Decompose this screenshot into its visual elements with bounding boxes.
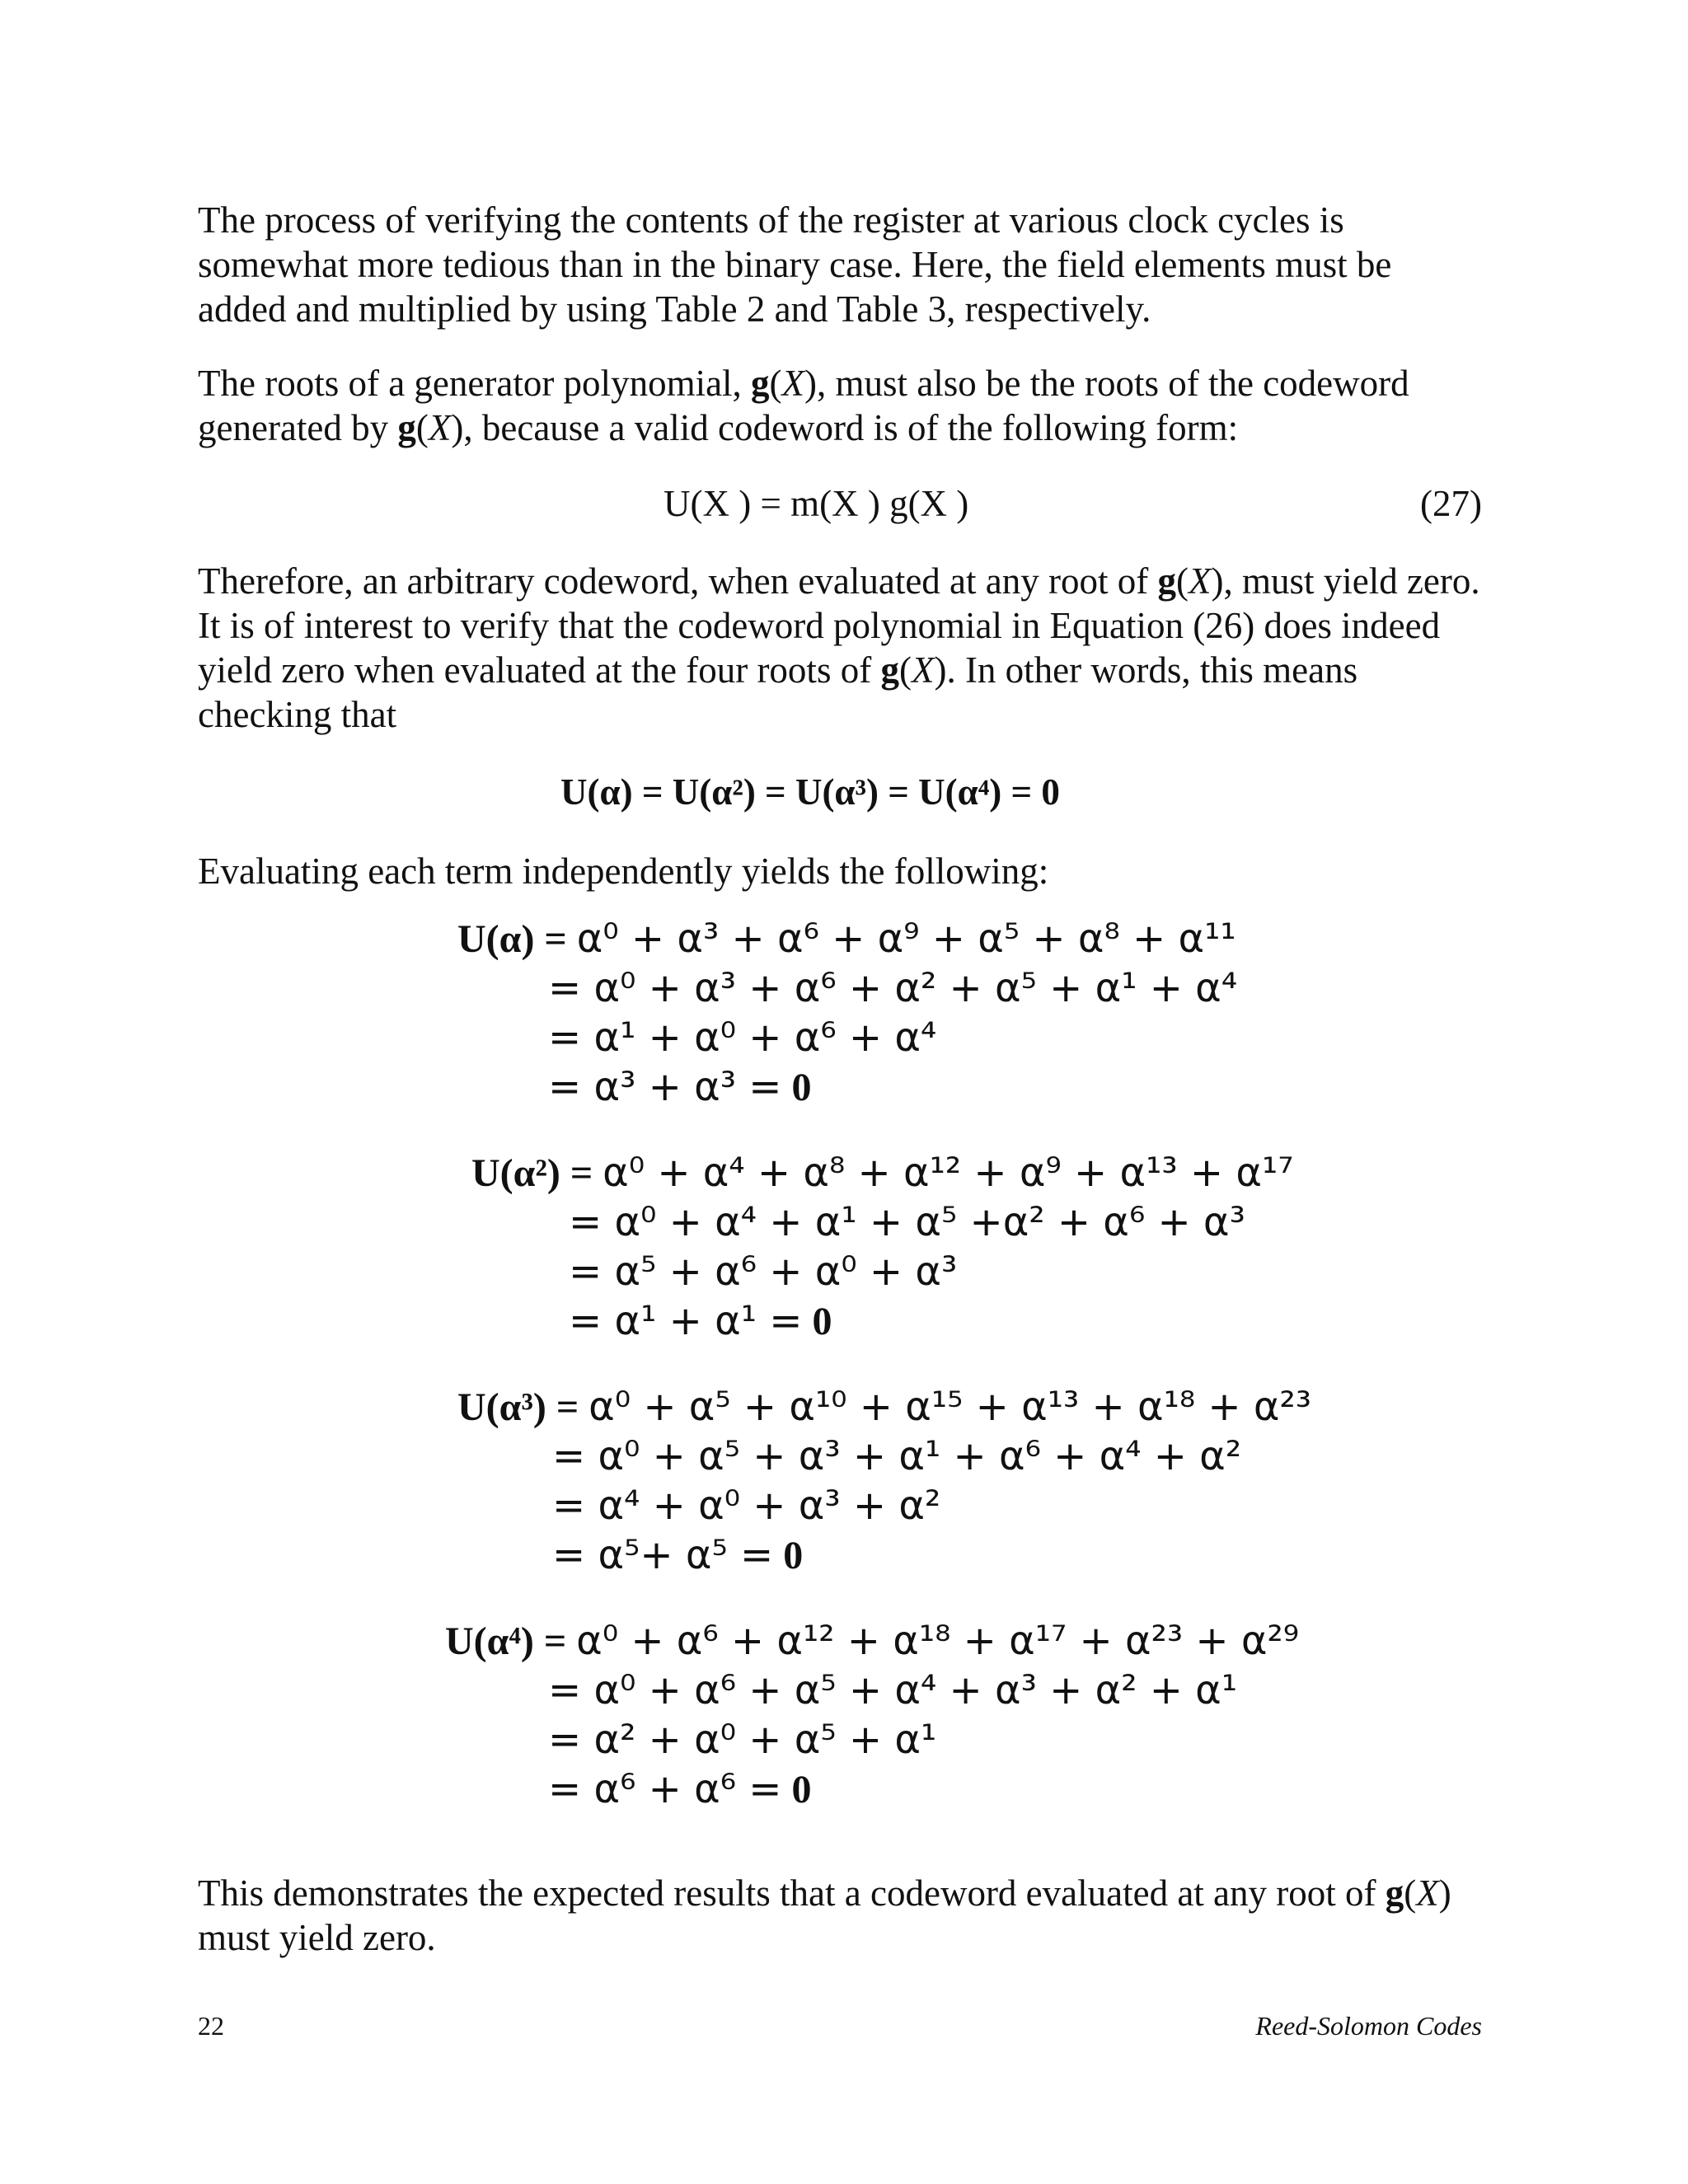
derivation-1-line-1: [457, 915, 1236, 963]
derivation-result-zero: 0: [773, 1534, 804, 1577]
derivation-expression: = α⁰ + α⁶ + α⁵ + α⁴ + α³ + α² + α¹: [548, 1667, 1238, 1713]
derivation-result-zero: 0: [781, 1768, 812, 1811]
paragraph-evaluating-terms: Evaluating each term independently yields the following:: [198, 851, 1049, 892]
derivation-expression: = α⁰ + α³ + α⁶ + α² + α⁵ + α¹ + α⁴: [548, 965, 1238, 1011]
derivation-2-line-2: [569, 1198, 1245, 1246]
derivation-expression: = α¹ + α¹ =: [569, 1298, 803, 1344]
derivation-3-line-3: [552, 1482, 940, 1530]
paragraph-generator-roots: The roots of a generator polynomial, g(X), must also be the roots of the codeword generated by g(X), because a valid codeword is of the following form:: [198, 363, 1409, 448]
derivation-2-line-3: [569, 1248, 957, 1296]
derivation-expression: = α⁴ + α⁰ + α³ + α²: [552, 1483, 941, 1529]
derivation-3-line-4: [552, 1531, 803, 1580]
derivation-result-zero: 0: [781, 1066, 812, 1109]
derivation-4-line-1: [445, 1617, 1299, 1666]
derivation-expression: α⁰ + α⁶ + α¹² + α¹⁸ + α¹⁷ + α²³ + α²⁹: [576, 1618, 1299, 1664]
derivation-lhs: U(α²) =: [471, 1151, 603, 1195]
derivation-expression: = α³ + α³ =: [548, 1064, 782, 1110]
derivation-lhs: U(α) =: [457, 917, 577, 961]
derivation-4-line-4: [548, 1765, 811, 1814]
paragraph-conclusion: This demonstrates the expected results that a codeword evaluated at any root of g(X) must yield zero.: [198, 1872, 1451, 1958]
derivation-expression: α⁰ + α⁵ + α¹⁰ + α¹⁵ + α¹³ + α¹⁸ + α²³: [588, 1384, 1311, 1430]
derivation-expression: = α⁵ + α⁶ + α⁰ + α³: [569, 1249, 958, 1295]
derivation-1-line-2: [548, 964, 1237, 1012]
derivation-expression: = α⁵+ α⁵ =: [552, 1532, 774, 1578]
derivation-2-line-1: [471, 1149, 1293, 1197]
derivation-expression: = α⁰ + α⁴ + α¹ + α⁵ +α² + α⁶ + α³: [569, 1199, 1245, 1245]
running-title: Reed-Solomon Codes: [1255, 2011, 1482, 2041]
derivation-lhs: U(α⁴) =: [445, 1619, 577, 1663]
derivation-expression: = α² + α⁰ + α⁵ + α¹: [548, 1717, 937, 1763]
equation-27: U(X ) = m(X ) g(X ): [663, 483, 969, 524]
derivation-expression: α⁰ + α³ + α⁶ + α⁹ + α⁵ + α⁸ + α¹¹: [576, 916, 1236, 962]
derivation-3-line-1: [457, 1383, 1311, 1432]
roots-check-equation: U(α) = U(α²) = U(α³) = U(α⁴) = 0: [560, 771, 1060, 813]
derivation-1-line-4: [548, 1063, 811, 1112]
derivation-3-line-2: [552, 1432, 1241, 1480]
derivation-2-line-4: [569, 1297, 832, 1346]
derivation-4-line-3: [548, 1716, 936, 1764]
paragraph-arbitrary-codeword: Therefore, an arbitrary codeword, when evaluated at any root of g(X), must yield zero. It is of interest to verify that the codeword polynomial in Equation (26) does indeed yield zero when evaluated at the four roots of g(X). In other words, this means checking that: [198, 560, 1480, 735]
derivation-4-line-2: [548, 1666, 1237, 1714]
derivation-expression: = α¹ + α⁰ + α⁶ + α⁴: [548, 1015, 937, 1061]
derivation-result-zero: 0: [802, 1300, 832, 1343]
derivation-1-line-3: [548, 1014, 936, 1062]
page-number: 22: [198, 2011, 224, 2041]
equation-number-27: (27): [1420, 483, 1482, 524]
derivation-expression: = α⁰ + α⁵ + α³ + α¹ + α⁶ + α⁴ + α²: [552, 1433, 1242, 1479]
derivation-lhs: U(α³) =: [457, 1385, 589, 1429]
derivation-expression: α⁰ + α⁴ + α⁸ + α¹² + α⁹ + α¹³ + α¹⁷: [603, 1150, 1294, 1196]
derivation-expression: = α⁶ + α⁶ =: [548, 1766, 782, 1812]
paragraph-register-verification: The process of verifying the contents of the register at various clock cycles is somewhat more tedious than in the binary case. Here, the field elements must be added and multiplied by using Table 2 and Table 3, respectively.: [198, 199, 1392, 330]
